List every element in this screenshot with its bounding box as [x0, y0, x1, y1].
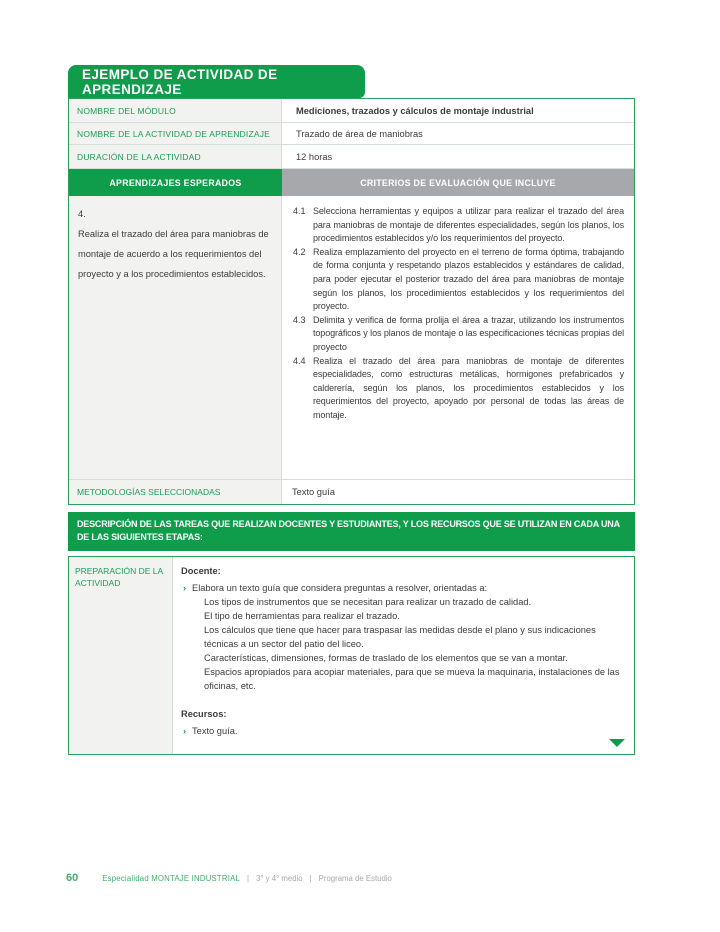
sub-item: Los tipos de instrumentos que se necesitan para realizar un trazado de calidad. [204, 597, 532, 607]
criterion-item [293, 205, 624, 246]
preparation-stage-label: PREPARACIÓN DE LA ACTIVIDAD [69, 557, 173, 754]
criteria-row [69, 196, 634, 480]
footer-separator: | [309, 874, 312, 883]
row-label-actividad: NOMBRE DE LA ACTIVIDAD DE APRENDIZAJE [69, 123, 282, 144]
table-row [69, 99, 634, 123]
recursos-item: Texto guía. [192, 726, 238, 736]
docente-heading: Docente: [181, 566, 221, 576]
criterion-number: 4.1 [293, 206, 306, 216]
sub-item: Espacios apropiados para acopiar materiales, para que se mueva la maquinaria, instalaciones de las oficinas, etc. [204, 667, 620, 691]
objective-cell [69, 196, 282, 479]
page-number: 60 [66, 872, 79, 884]
header-aprendizajes-esperados: APRENDIZAJES ESPERADOS [69, 169, 282, 196]
table-row [69, 145, 634, 169]
bullet-item [183, 724, 622, 738]
preparation-table [68, 556, 635, 755]
sub-item: El tipo de herramientas para realizar el trazado. [204, 611, 400, 621]
page-title: EJEMPLO DE ACTIVIDAD DE APRENDIZAJE [68, 65, 365, 98]
criterion-item [293, 314, 624, 355]
preparation-content [173, 557, 634, 754]
chevron-bullet-icon: › [183, 583, 187, 593]
header-criterios-evaluacion: CRITERIOS DE EVALUACIÓN QUE INCLUYE [282, 169, 634, 196]
criterion-number: 4.4 [293, 355, 306, 366]
criterion-number: 4.3 [293, 314, 306, 325]
footer-program: Programa de Estudio [318, 874, 392, 883]
sub-item: Características, dimensiones, formas de traslado de los elementos que se van a montar. [204, 653, 568, 663]
table-row [69, 123, 634, 145]
activity-info-table [68, 98, 635, 505]
footer-grade: 3° y 4° medio [256, 874, 303, 883]
row-value-actividad: Trazado de área de maniobras [296, 128, 423, 139]
objective-number: 4. [78, 209, 86, 219]
criterion-text: Delimita y verifica de forma prolija el área a trazar, utilizando los instrumentos topográficos y los planos de montaje o las especificaciones técnicas propias del proyecto [313, 314, 624, 352]
recursos-block [181, 707, 622, 738]
sub-item-list [204, 595, 620, 693]
criteria-list [282, 196, 634, 479]
methodology-row [69, 480, 634, 504]
criterion-text: Selecciona herramientas y equipos a utilizar para realizar el trazado del área para maniobras de montaje de diferentes especialidades, según los planos, los procedimientos establecidos y/o los requerimientos del proyecto. [313, 206, 624, 244]
description-banner: DESCRIPCIÓN DE LAS TAREAS QUE REALIZAN DOCENTES Y ESTUDIANTES, Y LOS RECURSOS QUE SE UTILIZAN EN CADA UNA DE LAS SIGUIENTES ETAPAS: [68, 512, 635, 551]
methodology-label: METODOLOGÍAS SELECCIONADAS [69, 480, 282, 504]
continuation-triangle-icon [609, 739, 625, 747]
criterion-item [293, 246, 624, 314]
methodology-value: Texto guía [292, 487, 335, 497]
row-label-modulo: NOMBRE DEL MÓDULO [69, 99, 282, 122]
footer-specialty: Especialidad MONTAJE INDUSTRIAL [102, 874, 241, 883]
chevron-bullet-icon: › [183, 726, 187, 736]
bullet-item [183, 581, 622, 595]
footer-separator: | [247, 874, 250, 883]
recursos-heading: Recursos: [181, 709, 227, 719]
sub-item: Los cálculos que tiene que hacer para traspasar las medidas desde el plano y sus indicaciones técnicas a un sector del patio del liceo. [204, 625, 596, 649]
row-value-modulo: Mediciones, trazados y cálculos de montaje industrial [296, 105, 534, 116]
criterion-text: Realiza el trazado del área para maniobras de montaje de diferentes especialidades, como estructuras metálicas, hormigones prefabricados y calderería, según los planos, los procedimientos establecidos y los requerimientos del proyecto, apoyado por personal de todas las áreas de montaje. [313, 355, 624, 420]
criterion-number: 4.2 [293, 246, 306, 257]
page-footer [66, 872, 392, 884]
criterion-item [293, 355, 624, 423]
row-label-duracion: DURACIÓN DE LA ACTIVIDAD [69, 145, 282, 168]
bullet-text: Elabora un texto guía que considera preguntas a resolver, orientadas a: [192, 583, 488, 593]
column-headers-row [69, 169, 634, 196]
objective-text: Realiza el trazado del área para maniobras de montaje de acuerdo a los requerimientos del proyecto y a los procedimientos establecidos. [78, 229, 269, 279]
row-value-duracion: 12 horas [296, 151, 333, 162]
criterion-text: Realiza emplazamiento del proyecto en el terreno de forma óptima, trabajando de forma conjunta y respetando plazos establecidos y estándares de calidad, para poder ejecutar el posterior trazado del área para maniobras de montaje según los planos, los procedimientos establecidos y los requerimientos del proyecto. [313, 246, 624, 312]
